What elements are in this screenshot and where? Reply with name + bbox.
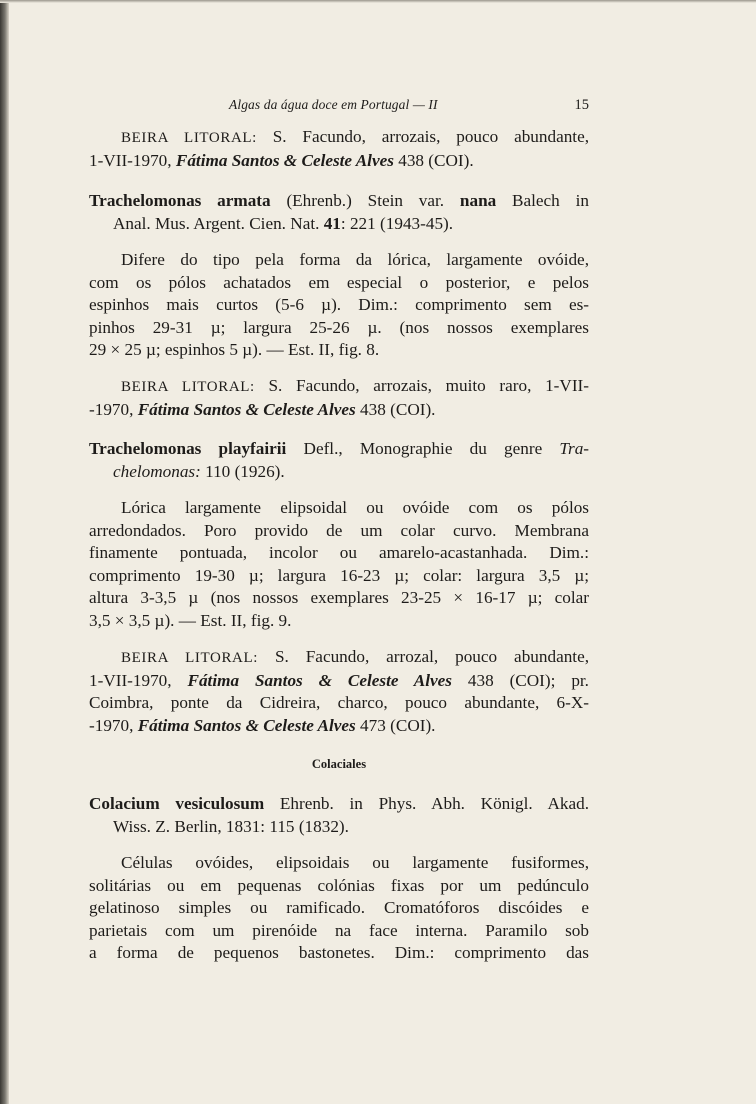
description-2: [89, 497, 589, 632]
text-line: 1-VII-1970, Fátima Santos & Celeste Alves 438 (COI).: [89, 150, 474, 170]
text-line: BEIRA LITORAL: S. Facundo, arrozais, muito raro, 1-VII-: [121, 376, 589, 395]
text-line: 1-VII-1970, Fátima Santos & Celeste Alves 438 (COI); pr.: [89, 670, 589, 690]
text-line: 29 × 25 µ; espinhos 5 µ). — Est. II, fig. 8.: [89, 340, 380, 359]
species-name: Colacium vesiculosum: [89, 794, 265, 813]
species-name: Trachelomonas playfairii: [89, 439, 287, 458]
collectors: Fátima Santos & Celeste Alves: [187, 670, 452, 690]
section-heading: Colaciales: [311, 757, 367, 771]
text-line: gelatinoso simples ou ramificado. Cromatóforos discóides e: [89, 898, 589, 917]
locality-record-3: [89, 646, 589, 737]
text-line: Lórica largamente elipsoidal ou ovóide com os pólos: [121, 498, 589, 517]
text-line: BEIRA LITORAL: S. Facundo, arrozais, pouco abundante,: [121, 127, 589, 146]
species-entry-3: [89, 793, 589, 838]
text-line: -1970, Fátima Santos & Celeste Alves 438 (COI).: [89, 399, 436, 419]
text-line: chelomonas: 110 (1926).: [113, 461, 285, 481]
text-line: Coimbra, ponte da Cidreira, charco, pouco abundante, 6-X-: [89, 693, 589, 712]
work-title: chelomonas:: [113, 461, 201, 481]
text-line: Trachelomonas playfairii Defl., Monographie du genre Tra-: [89, 439, 590, 458]
species-entry-1: [89, 190, 589, 235]
running-title: Algas da água doce em Portugal — II: [229, 97, 438, 112]
work-title: Tra-: [559, 439, 590, 458]
region-label: BEIRA LITORAL:: [121, 650, 259, 666]
collectors: Fátima Santos & Celeste Alves: [175, 150, 394, 170]
text-line: Difere do tipo pela forma da lórica, largamente ovóide,: [121, 250, 589, 269]
species-entry-2: [89, 438, 589, 483]
page-number: 15: [574, 97, 589, 113]
text-line: Colacium vesiculosum Ehrenb. in Phys. Abh. Königl. Akad.: [89, 794, 589, 813]
text-line: Wiss. Z. Berlin, 1831: 115 (1832).: [113, 816, 349, 836]
text-line: a forma de pequenos bastonetes. Dim.: comprimento das: [89, 943, 589, 962]
running-header: [89, 97, 589, 117]
description-1: [89, 249, 589, 362]
volume-number: 41: [323, 213, 341, 233]
text-line: finamente pontuada, incolor ou amarelo-acastanhada. Dim.:: [89, 543, 589, 562]
collectors: Fátima Santos & Celeste Alves: [137, 715, 356, 735]
text-line: arredondados. Poro provido de um colar curvo. Membrana: [89, 520, 589, 540]
collectors: Fátima Santos & Celeste Alves: [137, 399, 356, 419]
text-line: BEIRA LITORAL: S. Facundo, arrozal, pouco abundante,: [121, 647, 589, 666]
page-binding-edge: [0, 0, 9, 1104]
text-line: -1970, Fátima Santos & Celeste Alves 473 (COI).: [89, 715, 436, 735]
text-line: com os pólos achatados em especial o posterior, e pelos: [89, 272, 589, 292]
locality-record-2: [89, 375, 589, 421]
locality-record-1: [89, 126, 589, 172]
text-line: comprimento 19-30 µ; largura 16-23 µ; colar: largura 3,5 µ;: [89, 565, 589, 585]
variety-name: nana: [459, 191, 497, 210]
text-line: solitárias ou em pequenas colónias fixas por um pedúnculo: [89, 875, 589, 895]
text-line: 3,5 × 3,5 µ). — Est. II, fig. 9.: [89, 610, 292, 630]
text-line: parietais com um pirenóide na face interna. Paramilo sob: [89, 920, 589, 940]
description-3: [89, 852, 589, 965]
text-line: Trachelomonas armata (Ehrenb.) Stein var. nana Balech in: [89, 191, 589, 210]
text-line: espinhos mais curtos (5-6 µ). Dim.: comprimento sem es-: [89, 295, 589, 314]
text-line: Células ovóides, elipsoidais ou largamente fusiformes,: [121, 853, 589, 872]
region-label: BEIRA LITORAL:: [121, 379, 255, 395]
text-line: altura 3-3,5 µ (nos nossos exemplares 23-25 × 16-17 µ; colar: [89, 588, 589, 607]
text-line: Anal. Mus. Argent. Cien. Nat. 41: 221 (1943-45).: [113, 213, 454, 233]
region-label: BEIRA LITORAL:: [121, 130, 257, 146]
text-line: pinhos 29-31 µ; largura 25-26 µ. (nos nossos exemplares: [89, 317, 589, 337]
page-top-edge: [0, 0, 756, 3]
species-name: Trachelomonas armata: [89, 191, 271, 210]
